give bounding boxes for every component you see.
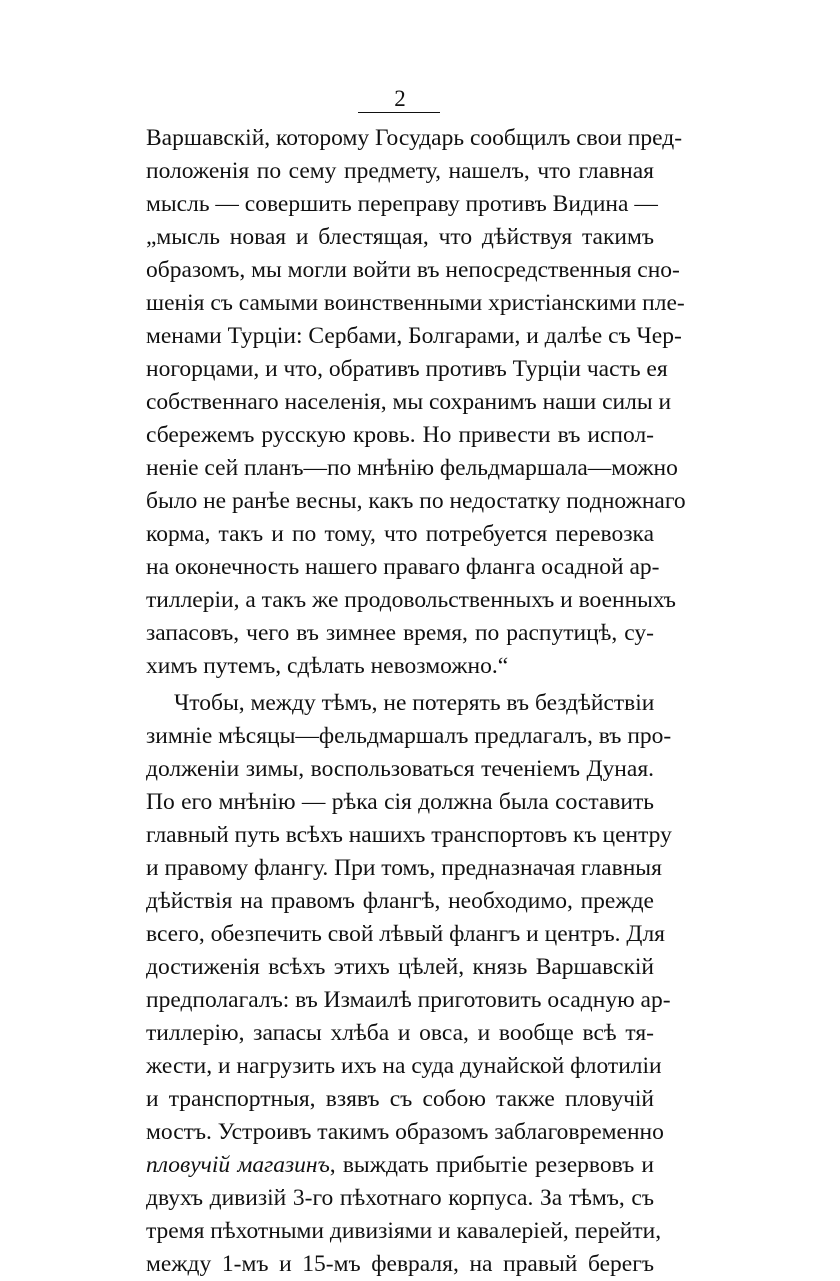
text-line: Чтобы, между тѣмъ, не потерять въ бездѣйствіи: [174, 690, 655, 716]
text-line: По его мнѣнію — рѣка сія должна была составить: [146, 789, 654, 815]
text-line: „мысль новая и блестящая, что дѣйствуя такимъ: [146, 224, 654, 250]
text-line: сбережемъ русскую кровь. Но привести въ испол-: [146, 422, 654, 448]
text-line: тиллеріи, а такъ же продовольственныхъ и военныхъ: [146, 587, 676, 613]
text-line: положенія по сему предмету, нашелъ, что главная: [146, 158, 654, 184]
text-line: всего, обезпечить свой лѣвый флангъ и центръ. Для: [146, 921, 665, 947]
text-line: шенія съ самыми воинственными христіанскими пле-: [146, 290, 685, 316]
text-line: мысль — совершить переправу противъ Видина —: [146, 191, 658, 217]
text-line: дѣйствія на правомъ флангѣ, необходимо, прежде: [146, 888, 654, 914]
text-line-with-italic: [146, 1149, 654, 1182]
text-line: и правому флангу. При томъ, предназначая главныя: [146, 855, 662, 881]
text-line: ногорцами, и что, обративъ противъ Турціи часть ея: [146, 356, 668, 382]
text-line: корма, такъ и по тому, что потребуется перевозка: [146, 521, 654, 547]
text-line: тиллерію, запасы хлѣба и овса, и вообще всѣ тя-: [146, 1020, 654, 1046]
text-line: долженіи зимы, воспользоваться теченіемъ Дуная.: [146, 756, 654, 782]
text-line: мостъ. Устроивъ такимъ образомъ заблаговременно: [146, 1119, 664, 1145]
line-rest: , выждать прибытіе резервовъ и: [329, 1152, 654, 1178]
body-text: [146, 122, 686, 1281]
text-line: на оконечность нашего праваго фланга осадной ар-: [146, 554, 660, 580]
page-number-rule: [358, 112, 440, 113]
text-line: двухъ дивизій 3-го пѣхотнаго корпуса. За тѣмъ, съ: [146, 1185, 654, 1211]
text-line: образомъ, мы могли войти въ непосредственныя сно-: [146, 257, 680, 283]
page-number: 2: [394, 86, 406, 111]
text-line: предполагалъ: въ Измаилѣ приготовить осадную ар-: [146, 987, 671, 1013]
text-line: достиженія всѣхъ этихъ цѣлей, князь Варшавскій: [146, 954, 654, 980]
italic-phrase: пловучій магазинъ: [146, 1152, 330, 1178]
text-line: было не ранѣе весны, какъ по недостатку подножнаго: [146, 488, 686, 514]
text-line: Варшавскій, которому Государь сообщилъ свои пред-: [146, 125, 683, 151]
text-line: и транспортныя, взявъ съ собою также пловучій: [146, 1086, 654, 1112]
text-line: тремя пѣхотными дивизіями и кавалеріей, перейти,: [146, 1218, 662, 1244]
text-line: жести, и нагрузить ихъ на суда дунайской флотиліи: [146, 1053, 662, 1079]
text-line: между 1-мъ и 15-мъ февраля, на правый берегъ: [146, 1251, 654, 1277]
text-line: главный путь всѣхъ нашихъ транспортовъ къ центру: [146, 822, 672, 848]
text-line: химъ путемъ, сдѣлать невозможно.“: [146, 653, 509, 679]
text-line: менами Турціи: Сербами, Болгарами, и далѣе съ Чер-: [146, 323, 682, 349]
text-line: зимніе мѣсяцы—фельдмаршалъ предлагалъ, въ про-: [146, 723, 672, 749]
text-line: собственнаго населенія, мы сохранимъ наши силы и: [146, 389, 672, 415]
text-line: запасовъ, чего въ зимнее время, по распутицѣ, су-: [146, 620, 654, 646]
text-line: ненie сей планъ—по мнѣнію фельдмаршала—можно: [146, 455, 678, 481]
